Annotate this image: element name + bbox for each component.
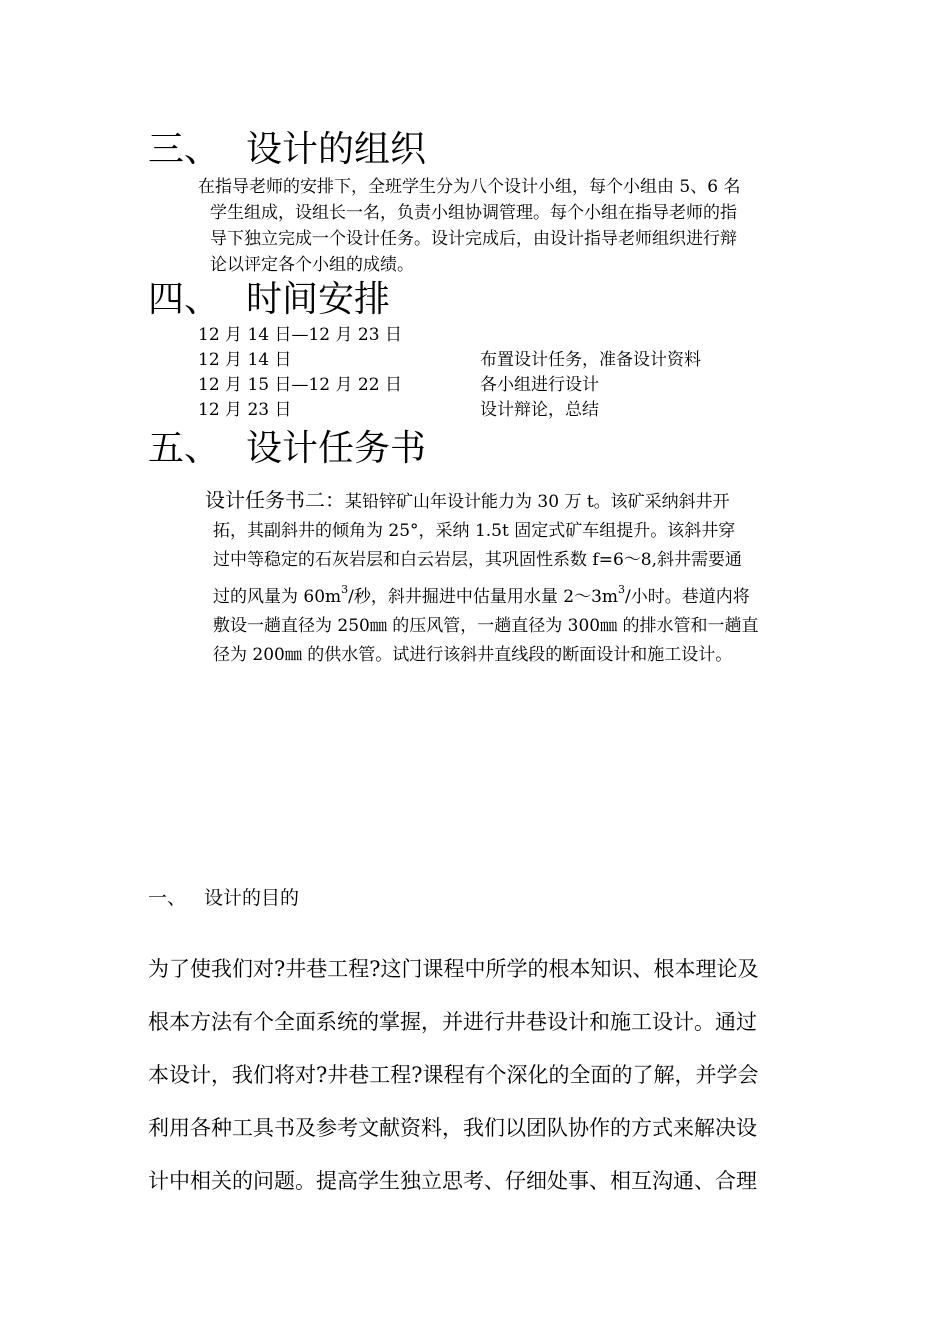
schedule-task: 各小组进行设计 [480,375,599,395]
paragraph-line [205,486,806,517]
section-one-paragraph [148,950,808,1215]
section-title: 设计的组织 [246,129,427,170]
section-number: 一、 [148,887,187,909]
paragraph-text: /小时。巷道内将 [625,587,750,607]
paragraph-line: 计中相关的问题。提高学生独立思考、仔细处事、相互沟通、合理 [148,1169,757,1193]
schedule-task: 布置设计任务，准备设计资料 [480,350,701,370]
section-number: 五、 [148,428,221,469]
task-book-label: 设计任务书二： [205,488,345,512]
section-title: 设计任务书 [246,428,427,469]
schedule-date: 12 月 15 日—12 月 22 日 [198,375,402,395]
schedule-date: 12 月 14 日 [198,350,292,370]
section-four-heading [148,278,390,322]
paragraph-text: 过的风量为 60m [213,587,342,607]
paragraph-line: 根本方法有个全面系统的掌握，并进行井巷设计和施工设计。通过 [148,1010,757,1034]
paragraph-line: 为了使我们对?井巷工程?这门课程中所学的根本知识、根本理论及 [148,957,759,981]
paragraph-line: 论以评定各个小组的成绩。 [210,255,414,275]
section-title: 设计的目的 [204,887,300,909]
section-three-paragraph [198,174,807,278]
paragraph-line: 导下独立完成一个设计任务。设计完成后，由设计指导老师组织进行辩 [210,229,737,249]
schedule-task: 设计辩论，总结 [480,400,599,420]
paragraph-text: /秒，斜井掘进中估量用水量 2～3m [348,587,619,607]
section-three-heading [148,128,426,172]
paragraph-line: 敷设一趟直径为 250㎜ 的压风管，一趟直径为 300㎜ 的排水管和一趟直 [213,616,759,636]
task-book-paragraph [205,486,806,670]
paragraph-line [213,583,806,612]
paragraph-text: 某铅锌矿山年设计能力为 30 万 t。该矿采纳斜井开 [345,492,730,512]
section-one-heading [148,884,299,912]
superscript: 3 [618,583,626,596]
section-five-heading [148,427,426,471]
schedule-date: 12 月 14 日—12 月 23 日 [198,325,402,345]
section-number: 四、 [148,279,221,320]
paragraph-line: 径为 200㎜ 的供水管。试进行该斜井直线段的断面设计和施工设计。 [213,645,733,665]
paragraph-line: 在指导老师的安排下，全班学生分为八个设计小组，每个小组由 5、6 名 [198,177,741,197]
paragraph-line: 本设计，我们将对?井巷工程?课程有个深化的全面的了解，并学会 [148,1063,759,1087]
paragraph-line: 利用各种工具书及参考文献资料，我们以团队协作的方式来解决设 [148,1116,757,1140]
schedule-date: 12 月 23 日 [198,400,292,420]
section-title: 时间安排 [246,279,391,320]
paragraph-line: 过中等稳定的石灰岩层和白云岩层，其巩固性系数 f=6～8,斜井需要通 [213,550,742,570]
superscript: 3 [341,583,349,596]
paragraph-line: 学生组成，设组长一名，负责小组协调管理。每个小组在指导老师的指 [210,203,737,223]
section-number: 三、 [148,129,221,170]
paragraph-line: 拓，其副斜井的倾角为 25°，采纳 1.5t 固定式矿车组提升。该斜井穿 [213,521,736,541]
